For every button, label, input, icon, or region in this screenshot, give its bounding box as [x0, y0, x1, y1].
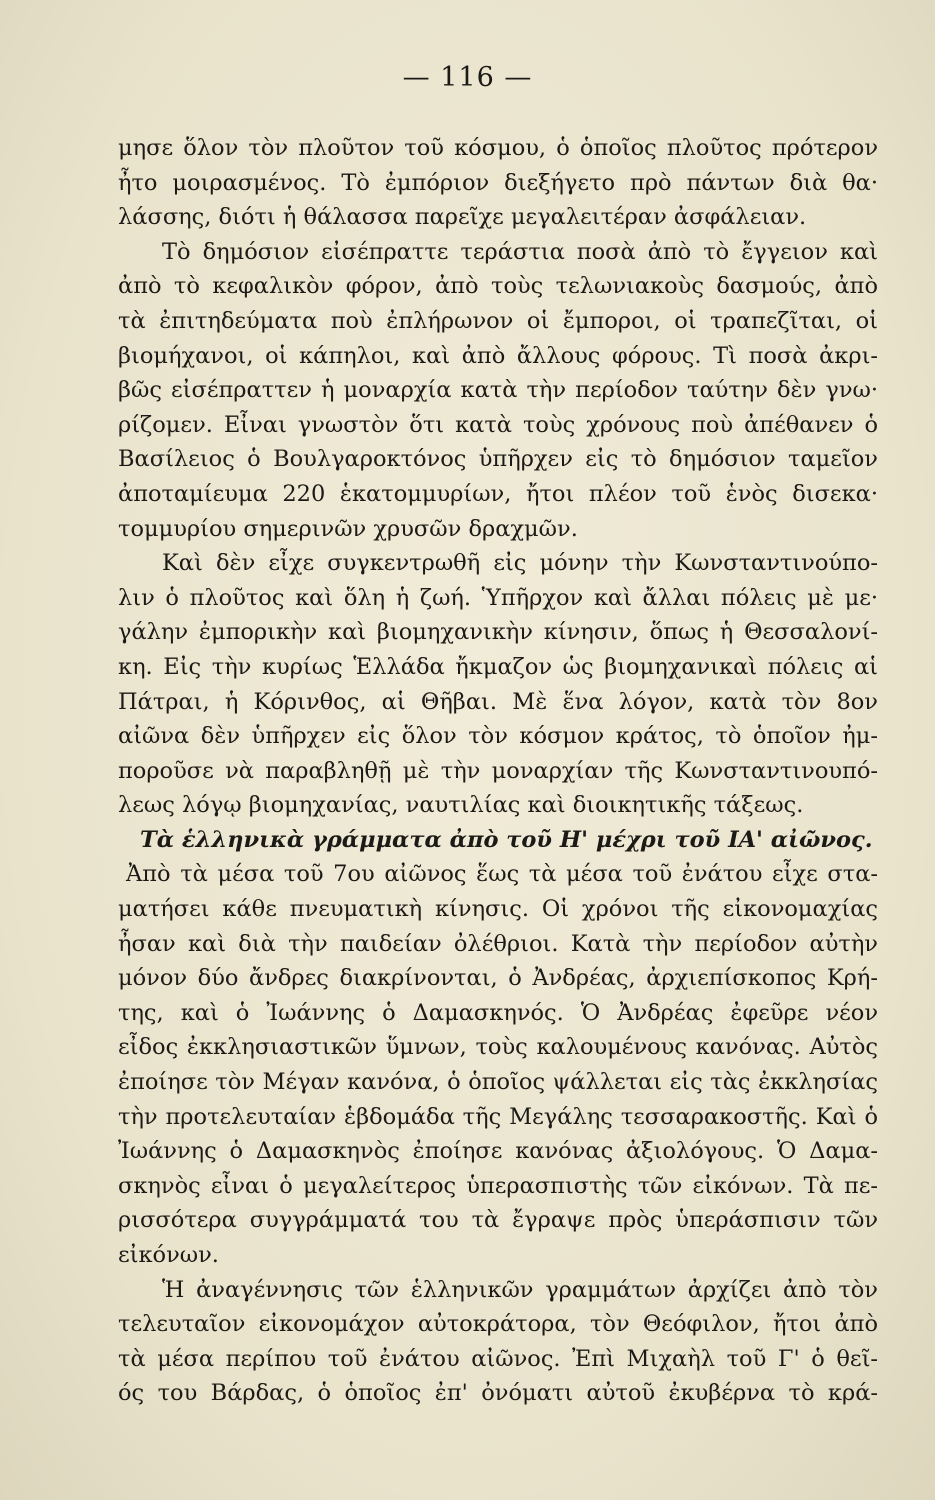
text-line: αἰῶνα δὲν ὑπῆρχεν εἰς ὅλον τὸν κόσμον κράτος, τὸ ὁποῖον ἠμ-	[118, 723, 878, 750]
text-line: ἦτο μοιρασμένος. Τὸ ἐμπόριον διεξήγετο πρὸ πάντων διὰ θα·	[118, 169, 878, 196]
text-line: λάσσης, διότι ἡ θάλασσα παρεῖχε μεγαλειτέραν ἀσφάλειαν.	[118, 204, 807, 231]
page-number: — 116 —	[402, 62, 533, 93]
text-line: ἀποταμίευμα 220 ἑκατομμυρίων, ἤτοι πλέον τοῦ ἑνὸς δισεκα·	[118, 480, 878, 507]
text-line: της, καὶ ὁ Ἰωάννης ὁ Δαμασκηνός. Ὁ Ἀνδρέας ἐφεῦρε νέον	[118, 999, 878, 1026]
text-line: Ἰωάννης ὁ Δαμασκηνὸς ἐποίησε κανόνας ἀξιολόγους. Ὁ Δαμα-	[118, 1138, 878, 1165]
text-line: ἀπὸ τὸ κεφαλικὸν φόρον, ἀπὸ τοὺς τελωνιακοὺς δασμούς, ἀπὸ	[118, 273, 878, 300]
text-line: κη. Εἰς τὴν κυρίως Ἑλλάδα ἤκμαζον ὡς βιομηχανικαὶ πόλεις αἱ	[118, 653, 878, 680]
text-line: ρίζομεν. Εἶναι γνωστὸν ὅτι κατὰ τοὺς χρόνους ποὺ ἀπέθανεν ὁ	[118, 411, 878, 438]
text-line: βιομήχανοι, οἱ κάπηλοι, καὶ ἀπὸ ἄλλους φόρους. Τὶ ποσὰ ἀκρι-	[118, 342, 878, 369]
text-line: τὰ ἐπιτηδεύματα ποὺ ἐπλήρωνον οἱ ἔμποροι, οἱ τραπεζῖται, οἱ	[118, 307, 878, 334]
text-line: σκηνὸς εἶναι ὁ μεγαλείτερος ὑπερασπιστὴς τῶν εἰκόνων. Τὰ πε-	[118, 1172, 878, 1199]
section-heading: Τὰ ἑλληνικὰ γράμματα ἀπὸ τοῦ Η' μέχρι τοῦ ΙΑ' αἰῶνος.	[140, 826, 873, 853]
text-line: Πάτραι, ἡ Κόρινθος, αἱ Θῆβαι. Μὲ ἕνα λόγον, κατὰ τὸν 8ον	[118, 688, 878, 715]
text-line: τομμυρίου σημερινῶν χρυσῶν δραχμῶν.	[118, 515, 578, 542]
text-line: ἦσαν καὶ διὰ τὴν παιδείαν ὀλέθριοι. Κατὰ τὴν περίοδον αὐτὴν	[118, 930, 878, 957]
text-line: Τὸ δημόσιον εἰσέπραττε τεράστια ποσὰ ἀπὸ τὸ ἔγγειον καὶ	[162, 238, 878, 265]
text-line: λεως λόγῳ βιομηχανίας, ναυτιλίας καὶ διοικητικῆς τάξεως.	[118, 792, 804, 819]
text-line: Καὶ δὲν εἶχε συγκεντρωθῆ εἰς μόνην τὴν Κωνσταντινούπο-	[162, 550, 878, 577]
text-line: ός του Βάρδας, ὁ ὁποῖος ἐπ' ὀνόματι αὐτοῦ ἐκυβέρνα τὸ κρά-	[118, 1380, 878, 1407]
text-line: ματήσει κάθε πνευματικὴ κίνησις. Οἱ χρόνοι τῆς εἰκονομαχίας	[118, 896, 878, 923]
text-line: τελευταῖον εἰκονομάχον αὐτοκράτορα, τὸν Θεόφιλον, ἤτοι ἀπὸ	[118, 1311, 878, 1338]
text-line: Ἀπὸ τὰ μέσα τοῦ 7ου αἰῶνος ἕως τὰ μέσα τοῦ ἐνάτου εἶχε στα-	[126, 861, 878, 888]
text-line: τὰ μέσα περίπου τοῦ ἐνάτου αἰῶνος. Ἐπὶ Μιχαὴλ τοῦ Γ' ὁ θεῖ-	[118, 1345, 878, 1372]
text-line: ἐποίησε τὸν Μέγαν κανόνα, ὁ ὁποῖος ψάλλεται εἰς τὰς ἐκκλησίας	[118, 1069, 878, 1096]
text-line: ποροῦσε νὰ παραβληθῇ μὲ τὴν μοναρχίαν τῆς Κωνσταντινουπό-	[118, 757, 878, 784]
text-line: λιν ὁ πλοῦτος καὶ ὅλη ἡ ζωή. Ὑπῆρχον καὶ ἄλλαι πόλεις μὲ με·	[118, 584, 878, 611]
body-text	[118, 131, 878, 1411]
text-line: ρισσότερα συγγράμματά του τὰ ἔγραψε πρὸς ὑπεράσπισιν τῶν	[118, 1207, 878, 1234]
text-line: τὴν προτελευταίαν ἑβδομάδα τῆς Μεγάλης τεσσαρακοστῆς. Καὶ ὁ	[118, 1103, 878, 1130]
text-line: γάλην ἐμπορικὴν καὶ βιομηχανικὴν κίνησιν, ὅπως ἡ Θεσσαλονί-	[118, 619, 878, 646]
text-line: εἶδος ἐκκλησιαστικῶν ὕμνων, τοὺς καλουμένους κανόνας. Αὐτὸς	[118, 1034, 878, 1061]
text-line: Ἡ ἀναγέννησις τῶν ἑλληνικῶν γραμμάτων ἀρχίζει ἀπὸ τὸν	[162, 1276, 878, 1303]
text-line: μησε ὅλον τὸν πλοῦτον τοῦ κόσμου, ὁ ὁποῖος πλοῦτος πρότερον	[118, 135, 878, 161]
text-line: μόνον δύο ἄνδρες διακρίνονται, ὁ Ἀνδρέας, ἀρχιεπίσκοπος Κρή-	[118, 965, 878, 992]
text-line: Βασίλειος ὁ Βουλγαροκτόνος ὑπῆρχεν εἰς τὸ δημόσιον ταμεῖον	[118, 446, 878, 473]
text-line: βῶς εἰσέπραττεν ἡ μοναρχία κατὰ τὴν περίοδον ταύτην δὲν γνω·	[118, 377, 878, 404]
text-line: εἰκόνων.	[118, 1242, 219, 1268]
